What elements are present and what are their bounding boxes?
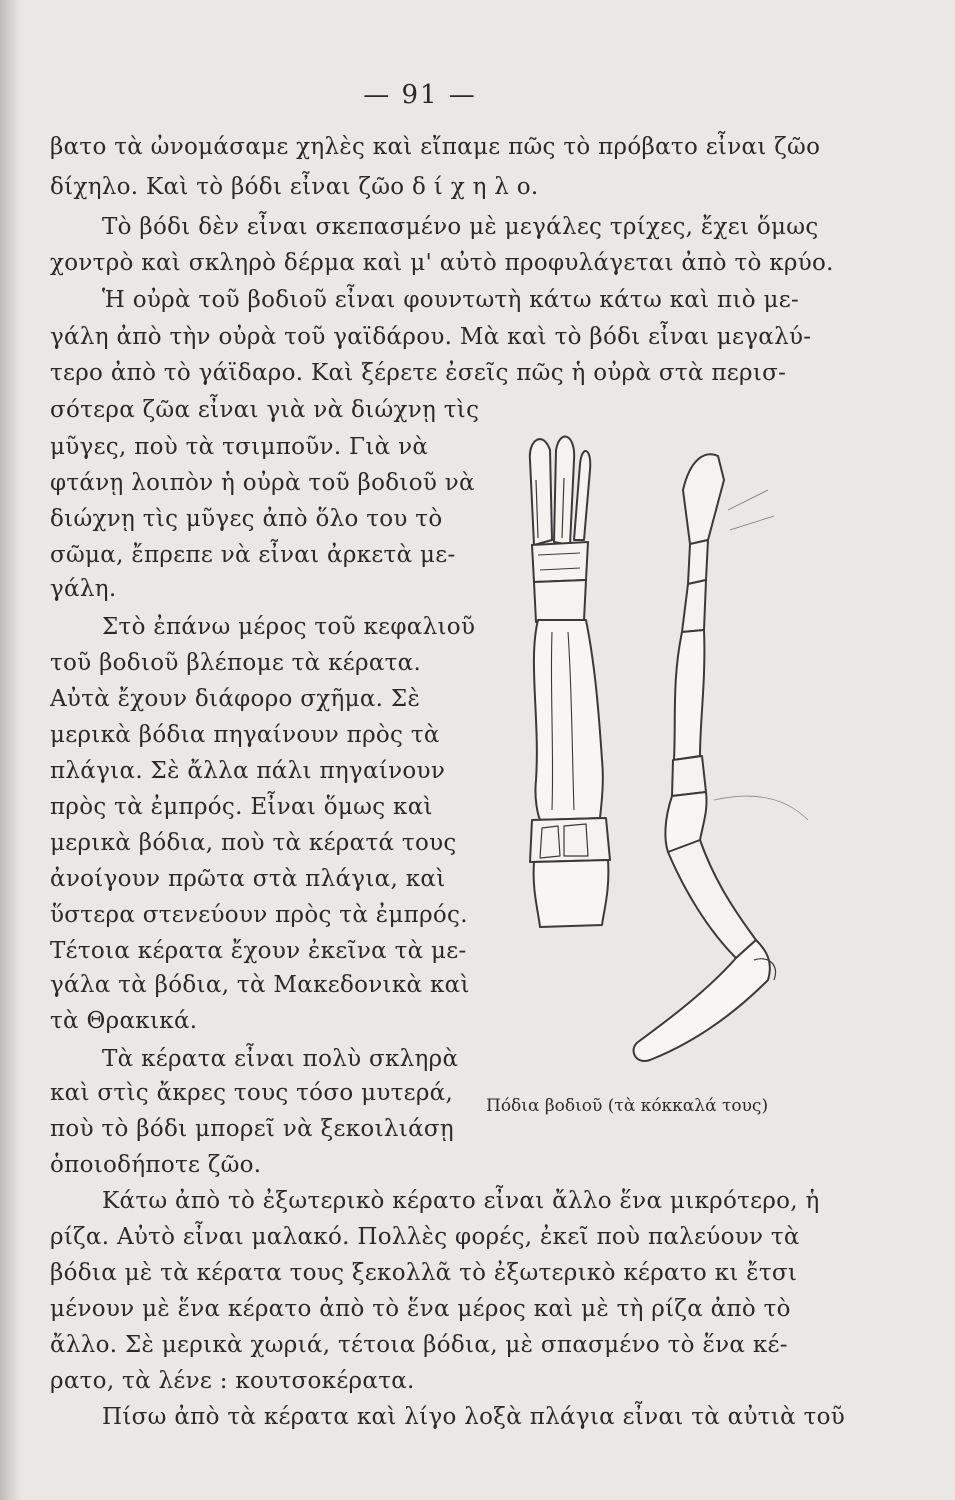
text-line: τοῦ βοδιοῦ βλέπομε τὰ κέρατα. xyxy=(50,650,422,676)
text-line: Τὰ κέρατα εἶναι πολὺ σκληρὰ xyxy=(102,1046,459,1072)
text-line: ρίζα. Αὐτὸ εἶναι μαλακό. Πολλὲς φορές, ἐκεῖ ποὺ παλεύουν τὰ xyxy=(50,1224,800,1250)
text-line: ὕστερα στενεύουν πρὸς τὰ ἐμπρός. xyxy=(50,902,468,928)
text-line: δίχηλο. Καὶ τὸ βόδι εἶναι ζῶο δ ί χ η λ ο. xyxy=(50,174,539,200)
page-number: — 91 — xyxy=(363,80,477,110)
ox-leg-bones-illustration xyxy=(468,420,828,1085)
text-line: μερικὰ βόδια πηγαίνουν πρὸς τὰ xyxy=(50,722,440,748)
text-line: σότερα ζῶα εἶναι γιὰ νὰ διώχνῃ τὶς xyxy=(50,397,480,423)
text-line: γάλη. xyxy=(50,576,117,602)
text-line: Τέτοια κέρατα ἔχουν ἐκεῖνα τὰ με- xyxy=(50,938,467,964)
text-line: ἀνοίγουν πρῶτα στὰ πλάγια, καὶ xyxy=(50,866,446,892)
text-line: σῶμα, ἔπρεπε νὰ εἶναι ἀρκετὰ με- xyxy=(50,542,456,568)
text-line: μῦγες, ποὺ τὰ τσιμποῦν. Γιὰ νὰ xyxy=(50,434,429,460)
text-line: καὶ στὶς ἄκρες τους τόσο μυτερά, xyxy=(50,1080,454,1106)
text-line: ρατο, τὰ λένε : κουτσοκέρατα. xyxy=(50,1368,415,1394)
text-line: Πίσω ἀπὸ τὰ κέρατα καὶ λίγο λοξὰ πλάγια εἶναι τὰ αὐτιὰ τοῦ xyxy=(102,1404,846,1430)
text-line: πλάγια. Σὲ ἄλλα πάλι πηγαίνουν xyxy=(50,758,446,784)
text-line: βόδια μὲ τὰ κέρατα τους ξεκολλᾶ τὸ ἐξωτερικὸ κέρατο κι ἔτσι xyxy=(50,1260,798,1286)
text-line: Αὐτὰ ἔχουν διάφορο σχῆμα. Σὲ xyxy=(50,686,421,712)
text-line: ἄλλο. Σὲ μερικὰ χωριά, τέτοια βόδια, μὲ σπασμένο τὸ ἕνα κέ- xyxy=(50,1332,788,1358)
text-line: τὰ Θρακικά. xyxy=(50,1008,198,1034)
text-line: μένουν μὲ ἕνα κέρατο ἀπὸ τὸ ἕνα μέρος καὶ μὲ τὴ ρίζα ἀπὸ τὸ xyxy=(50,1296,791,1322)
page-edge-shadow xyxy=(0,0,22,1500)
text-line: χοντρὸ καὶ σκληρὸ δέρμα καὶ μ' αὐτὸ προφυλάγεται ἀπὸ τὸ κρύο. xyxy=(50,250,834,276)
text-line: διώχνῃ τὶς μῦγες ἀπὸ ὅλο του τὸ xyxy=(50,506,443,532)
text-line: ποὺ τὸ βόδι μπορεῖ νὰ ξεκοιλιάσῃ xyxy=(50,1116,454,1142)
text-line: πρὸς τὰ ἐμπρός. Εἶναι ὅμως καὶ xyxy=(50,794,433,820)
text-line: φτάνῃ λοιπὸν ἡ οὐρὰ τοῦ βοδιοῦ νὰ xyxy=(50,470,475,496)
text-line: Ἡ οὐρὰ τοῦ βοδιοῦ εἶναι φουντωτὴ κάτω κάτω καὶ πιὸ με- xyxy=(102,287,800,313)
text-line: τερο ἀπὸ τὸ γάϊδαρο. Καὶ ξέρετε ἐσεῖς πῶς ἡ οὐρὰ στὰ περισ- xyxy=(50,360,787,386)
text-line: μερικὰ βόδια, ποὺ τὰ κέρατά τους xyxy=(50,830,457,856)
text-line: γάλα τὰ βόδια, τὰ Μακεδονικὰ καὶ xyxy=(50,972,470,998)
text-line: γάλη ἀπὸ τὴν οὐρὰ τοῦ γαϊδάρου. Μὰ καὶ τὸ βόδι εἶναι μεγαλύ- xyxy=(50,324,812,350)
text-line: Κάτω ἀπὸ τὸ ἐξωτερικὸ κέρατο εἶναι ἄλλο ἕνα μικρότερο, ἡ xyxy=(102,1188,820,1214)
text-line: ὁποιοδήποτε ζῶο. xyxy=(50,1152,262,1178)
text-line: βατο τὰ ὠνομάσαμε χηλὲς καὶ εἴπαμε πῶς τὸ πρόβατο εἶναι ζῶο xyxy=(50,134,821,160)
text-line: Στὸ ἐπάνω μέρος τοῦ κεφαλιοῦ xyxy=(102,614,476,640)
figure-caption: Πόδια βοδιοῦ (τὰ κόκκαλά τους) xyxy=(486,1096,769,1116)
text-line: Τὸ βόδι δὲν εἶναι σκεπασμένο μὲ μεγάλες τρίχες, ἔχει ὅμως xyxy=(102,214,819,240)
